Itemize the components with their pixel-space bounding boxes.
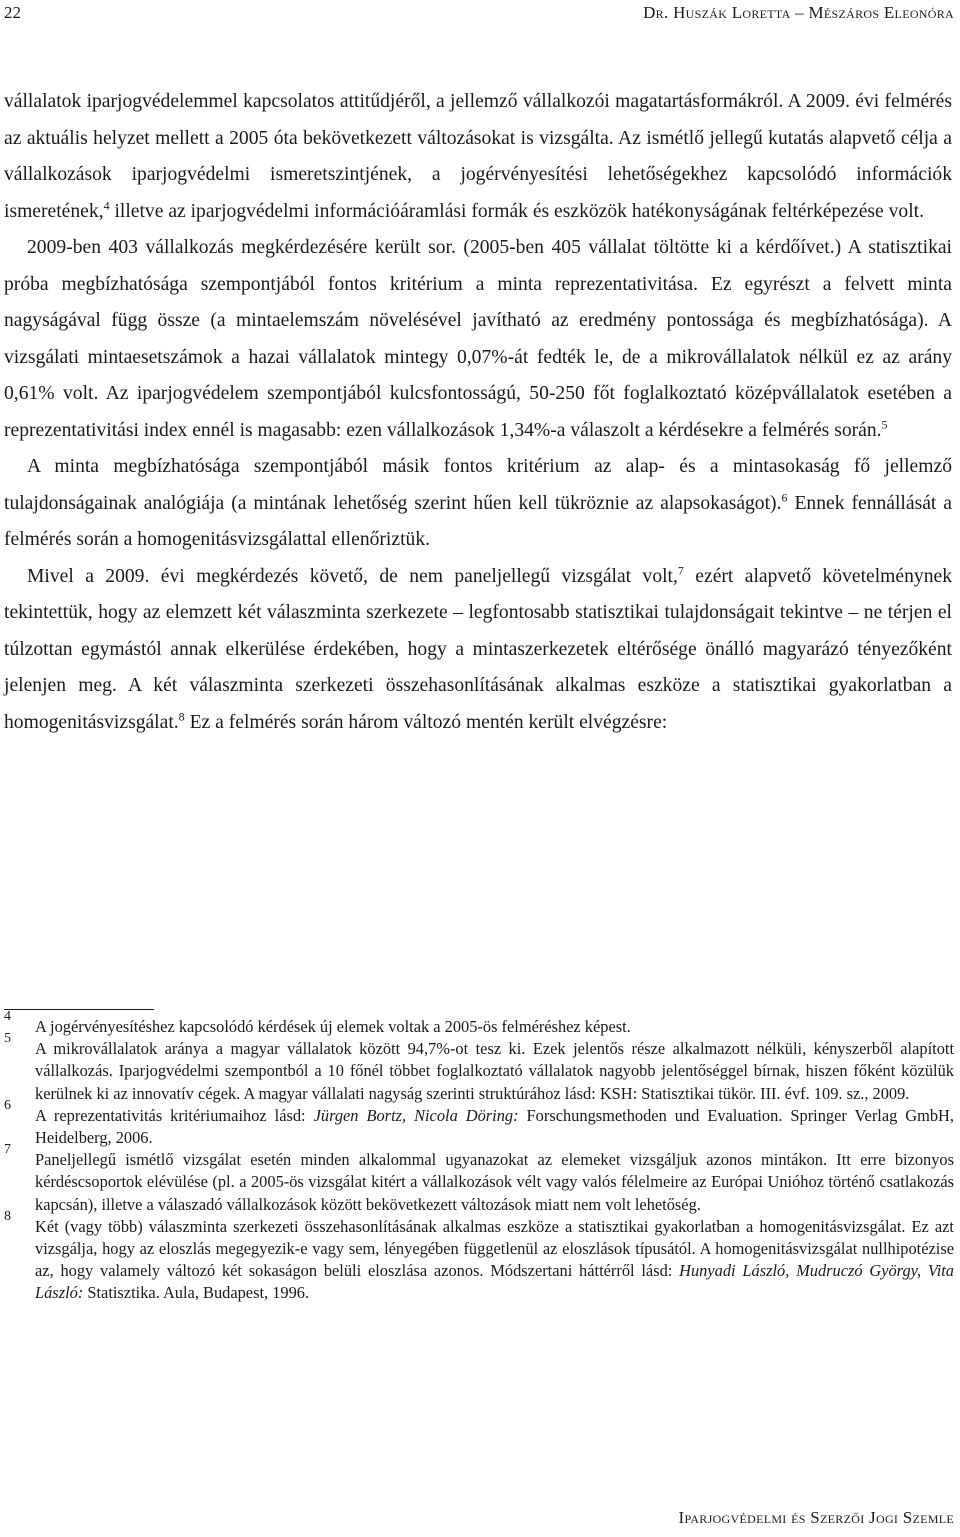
footnote-number: 7: [4, 1142, 11, 1158]
footnote-text: A jogérvényesítéshez kapcsolódó kérdések új elemek voltak a 2005-ös felméréshez képest.: [35, 1017, 631, 1036]
journal-footer: Iparjogvédelmi és Szerzői Jogi Szemle: [678, 1508, 954, 1527]
footnote-authors: Hunyadi László, Mudruczó György, Vita László:: [35, 1261, 954, 1303]
paragraph-2: [4, 230, 952, 449]
footnote-5: [4, 1031, 954, 1105]
paragraph-3-text-b: Ennek fennállását a felmérés során a homogenitásvizsgálattal ellenőriztük.: [4, 492, 952, 550]
main-text: [4, 84, 952, 741]
footnote-ref-4: 4: [103, 197, 110, 212]
paragraph-4-text-b: ezért alapvető követelménynek tekintettük, hogy az elemzett két válaszminta szerkezete – legfontosabb statisztikai tulajdonságait tekintve – ne térjen el túlzottan egymástól annak elkerülése érdekében, hogy a mintaszerkezetek eltérősége önálló magyarázó tényezőként jelenjen meg. A két válaszminta szerkezeti összehasonlításának alkalmas eszköze a statisztikai gyakorlatban a homogenitásvizsgálat.: [4, 565, 952, 733]
paragraph-2-text: 2009-ben 403 vállalkozás megkérdezésére került sor. (2005-ben 405 vállalat töltötte ki a kérdőívet.) A statisztikai próba megbízhatósága szempontjából fontos kritérium a minta reprezentativitása. Ez egyrészt a felvett minta nagyságával függ össze (a mintaelemszám növelésével javítható az eredmény pontossága és megbízhatósága). A vizsgálati mintaesetszámok a hazai vállalatok mintegy 0,07%-át fedték le, de a mikrovállalatok nélkül ez az arány 0,61% volt. Az iparjogvédelem szempontjából kulcsfontosságú, 50-250 főt foglalkoztató középvállalatok esetében a reprezentativitási index ennél is magasabb: ezen vállalkozások 1,34%-a válaszolt a kérdésekre a felmérés során.: [4, 237, 952, 441]
footnote-number: 6: [4, 1097, 11, 1113]
paragraph-4-text-c: Ez a felmérés során három változó mentén került elvégzésre:: [184, 711, 668, 733]
paragraph-3: [4, 449, 952, 559]
footnote-6: [4, 1097, 954, 1149]
footnote-number: 5: [4, 1031, 11, 1047]
footnote-authors: Jürgen Bortz, Nicola Döring:: [313, 1105, 519, 1125]
footnote-ref-5: 5: [881, 416, 888, 431]
footnote-8: [4, 1208, 954, 1305]
paragraph-3-text-a: A minta megbízhatósága szempontjából másik fontos kritérium az alap- és a mintasokaság fő jellemző tulajdonságainak analógiája (a mintának lehetőség szerint hűen kell tükröznie az alapsokaságot).: [4, 456, 952, 514]
footnote-number: 8: [4, 1208, 11, 1224]
footnote-text-post: Statisztika. Aula, Budapest, 1996.: [83, 1283, 310, 1303]
footnote-number: 4: [4, 1009, 11, 1024]
footnote-ref-7: 7: [677, 562, 684, 577]
footnote-text-post: Forschungsmethoden und Evaluation. Springer Verlag GmbH, Heidelberg, 2006.: [35, 1105, 954, 1148]
footnote-divider: [4, 1009, 154, 1010]
footnote-ref-6: 6: [781, 489, 788, 504]
running-head-authors: Dr. Huszák Loretta – Mészáros Eleonóra: [643, 3, 954, 22]
page-number: 22: [4, 3, 21, 22]
paragraph-4: [4, 559, 952, 742]
paragraph-1-text-a: vállalatok iparjogvédelemmel kapcsolatos attitűdjéről, a jellemző vállalkozói magatartásformákról. A 2009. évi felmérés az aktuális helyzet mellett a 2005 óta bekövetkezett változásokat is vizsgálta. Az ismétlő jellegű kutatás alapvető célja a vállalkozások iparjogvédelmi ismeretszintjének, a jogérvényesítési lehetőségekhez kapcsolódó információk ismeretének,: [4, 91, 952, 222]
footnote-text-pre: Két (vagy több) válaszminta szerkezeti összehasonlításának alkalmas eszköze a statisztikai gyakorlatban a homogenitásvizsgálat. Ez azt vizsgálja, hogy az eloszlás megegyezik-e vagy sem, lényegében függetlenül az eloszlások típusától. A homogenitásvizsgálat nullhipotézise az, hogy valamely változó két sokaságon belüli eloszlása azonos. Módszertani háttérről lásd:: [35, 1216, 954, 1281]
footnote-ref-8: 8: [178, 708, 185, 723]
footnote-text: A mikrovállalatok aránya a magyar vállalatok között 94,7%-ot tesz ki. Ezek jelentős része alkalmazott nélküli, kényszerből alapított vállalkozás. Iparjogvédelmi szempontból a 10 főnél többet foglalkoztató vállalatok nagyobb jelentőséggel bírnak, hiszen főként közülük kerülnek ki az innovatív cégek. A magyar vállalati nagyság szerinti struktúrához lásd: KSH: Statisztikai tükör. III. évf. 109. sz., 2009.: [35, 1039, 954, 1103]
page-header: [0, 0, 960, 32]
footnote-4: [4, 1009, 954, 1038]
paragraph-1: [4, 84, 952, 230]
paragraph-1-text-b: illetve az iparjogvédelmi információáramlási formák és eszközök hatékonyságának feltérképezése volt.: [109, 200, 924, 222]
footnote-text: Paneljellegű ismétlő vizsgálat esetén minden alkalommal ugyanazokat az elemeket vizsgáljuk azonos mintákon. Itt erre bizonyos kérdéscsoportok elévülése (pl. a 2005-ös vizsgálat kitért a vállalkozások vélt vagy valós félelmeire az Európai Unióhoz történő csatlakozás kapcsán), illetve a válaszadó vállalkozások között bekövetkezett változások miatt nem volt lehetőség.: [35, 1150, 954, 1214]
footnote-7: [4, 1142, 954, 1216]
footnotes: [4, 1009, 954, 1305]
paragraph-4-text-a: Mivel a 2009. évi megkérdezés követő, de nem paneljellegű vizsgálat volt,: [27, 565, 678, 587]
footnote-text-pre: A reprezentativitás kritériumaihoz lásd:: [35, 1105, 314, 1125]
